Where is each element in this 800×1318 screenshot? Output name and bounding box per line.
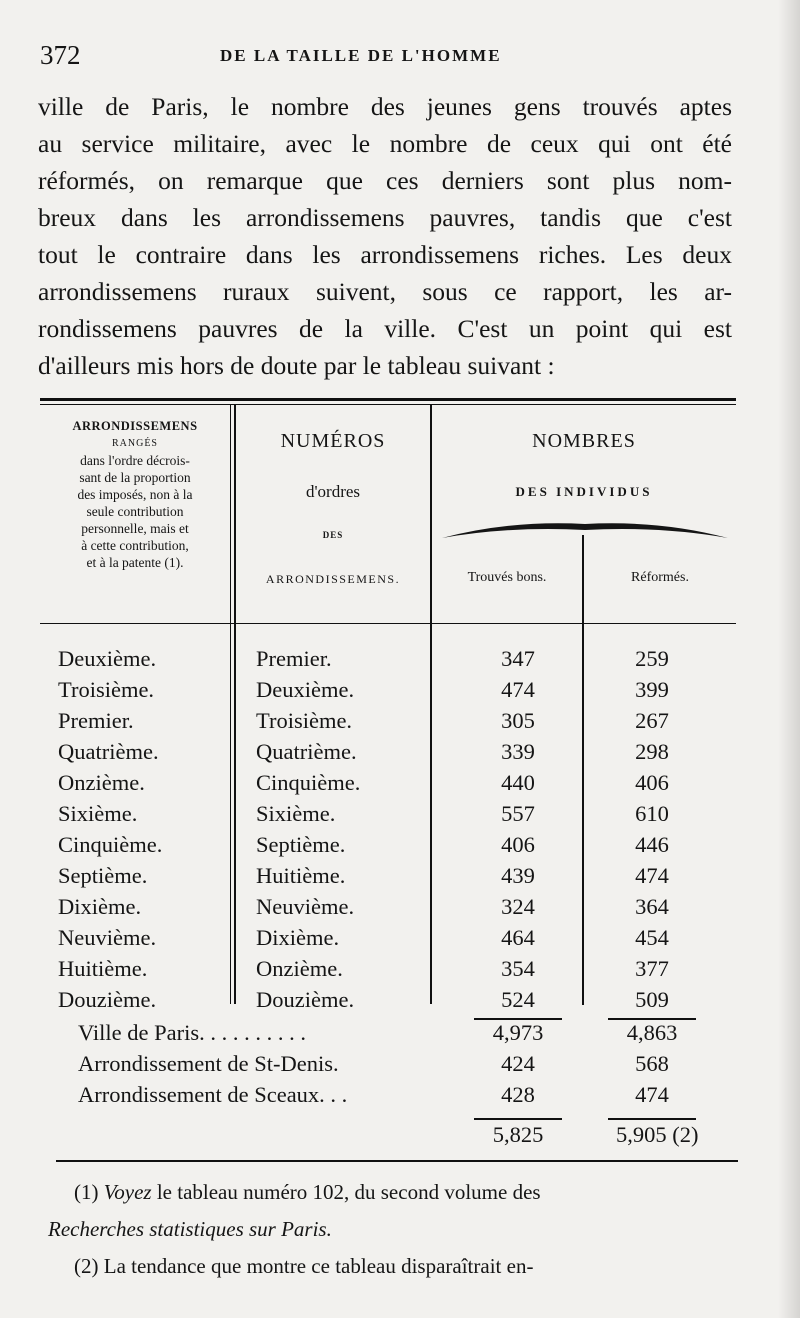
page-header <box>40 40 740 80</box>
cell-reformed: 364 <box>635 894 669 919</box>
sum-rule <box>474 1118 562 1120</box>
cell-reformed: 474 <box>635 863 669 888</box>
table-row <box>0 677 800 708</box>
cell-order: Douzième. <box>256 987 355 1012</box>
cell-found: 324 <box>501 894 535 919</box>
cell-reformed: 298 <box>635 739 669 764</box>
col-header-title: ARRONDISSEMENS <box>72 419 198 433</box>
table-top-rule <box>40 398 736 401</box>
col-header-sub: RANGÉS <box>111 438 158 449</box>
cell-found: 406 <box>501 832 535 857</box>
total-row <box>0 1020 800 1051</box>
cell-rank: Septième. <box>58 863 148 888</box>
table-top-rule-thin <box>40 404 736 405</box>
body-line: tout le contraire dans les arrondissemens riches. Les deux <box>38 240 732 269</box>
table-row <box>0 956 800 987</box>
cell-found: 524 <box>501 987 535 1012</box>
cell-rank: Sixième. <box>58 801 138 826</box>
body-line: d'ailleurs mis hors de doute par le tableau suivant : <box>38 351 555 380</box>
total-row <box>0 1082 800 1113</box>
col-header-individus: DES INDIVIDUS <box>515 484 653 499</box>
cell-found: 464 <box>501 925 535 950</box>
cell-found: 339 <box>501 739 535 764</box>
table-row <box>0 708 800 739</box>
cell-reformed: 454 <box>635 925 669 950</box>
footnote-rule <box>56 1160 738 1162</box>
col-header-arrondissemens: ARRONDISSEMENS. <box>265 572 401 586</box>
table-row <box>0 863 800 894</box>
table-row <box>0 832 800 863</box>
footnote-mark: (1) <box>74 1180 99 1204</box>
cell-reformed: 610 <box>635 801 669 826</box>
page-number: 372 <box>40 40 81 70</box>
col-header-ordres: d'ordres <box>305 482 361 501</box>
table-row <box>0 646 800 677</box>
cell-found: 347 <box>501 646 535 671</box>
footnote-text: le tableau numéro 102, du second volume des <box>151 1180 541 1204</box>
cell-order: Septième. <box>256 832 346 857</box>
cell-rank: Douzième. <box>58 987 157 1012</box>
subheader-reformes: Réformés. <box>631 570 689 585</box>
body-line: rondissemens pauvres de la ville. C'est un point qui est <box>38 314 732 343</box>
total-label: Ville de Paris. . . . . . . . . . <box>78 1020 306 1045</box>
cell-rank: Cinquième. <box>58 832 163 857</box>
grand-total-found: 5,825 <box>492 1122 544 1147</box>
body-line: arrondissemens ruraux suivent, sous ce rapport, les ar- <box>38 277 732 306</box>
cell-order: Quatrième. <box>256 739 357 764</box>
total-found: 4,973 <box>492 1020 544 1045</box>
cell-rank: Deuxième. <box>58 646 157 671</box>
col-header-nombres: NOMBRES <box>532 430 636 452</box>
col-header-line: personnelle, mais et <box>81 521 189 536</box>
grand-total-reformed: 5,905 (2) <box>616 1122 699 1147</box>
grand-total-row <box>0 1122 800 1153</box>
cell-found: 440 <box>501 770 535 795</box>
sum-rule <box>608 1118 696 1120</box>
table-row <box>0 987 800 1018</box>
total-reformed: 4,863 <box>626 1020 678 1045</box>
running-head: DE LA TAILLE DE L'HOMME <box>220 46 502 65</box>
cell-rank: Onzième. <box>58 770 145 795</box>
cell-order: Sixième. <box>256 801 336 826</box>
body-line: réformés, on remarque que ces derniers sont plus nom- <box>38 166 732 195</box>
total-reformed: 474 <box>635 1082 669 1107</box>
footnote-1 <box>48 1174 738 1211</box>
cell-order: Dixième. <box>256 925 340 950</box>
cell-order: Cinquième. <box>256 770 361 795</box>
col-header-des: DES <box>322 530 344 540</box>
col-header-line: sant de la proportion <box>79 470 191 485</box>
total-label: Arrondissement de St-Denis. <box>78 1051 339 1076</box>
cell-reformed: 399 <box>635 677 669 702</box>
cell-rank: Premier. <box>58 708 134 733</box>
cell-found: 439 <box>501 863 535 888</box>
col-header-line: à cette contribution, <box>81 538 189 553</box>
col-header-line: dans l'ordre décrois- <box>80 453 190 468</box>
cell-order: Huitième. <box>256 863 346 888</box>
cell-found: 305 <box>501 708 535 733</box>
footnote-italic: Voyez <box>103 1180 152 1204</box>
col-header-arrondissements <box>40 418 230 571</box>
table-row <box>0 801 800 832</box>
cell-reformed: 509 <box>635 987 669 1012</box>
cell-rank: Dixième. <box>58 894 142 919</box>
cell-rank: Huitième. <box>58 956 148 981</box>
cell-reformed: 259 <box>635 646 669 671</box>
total-row <box>0 1051 800 1082</box>
table-row <box>0 925 800 956</box>
table-row <box>0 770 800 801</box>
brace-ornament <box>440 516 730 540</box>
body-line: breux dans les arrondissemens pauvres, tandis que c'est <box>38 203 732 232</box>
cell-reformed: 377 <box>635 956 669 981</box>
body-line: ville de Paris, le nombre des jeunes gens trouvés aptes <box>38 92 732 121</box>
footnote-2: (2) La tendance que montre ce tableau disparaîtrait en- <box>74 1254 534 1278</box>
cell-reformed: 446 <box>635 832 669 857</box>
cell-reformed: 267 <box>635 708 669 733</box>
cell-order: Deuxième. <box>256 677 355 702</box>
cell-rank: Troisième. <box>58 677 155 702</box>
col-header-line: des imposés, non à la <box>77 487 193 502</box>
cell-found: 557 <box>501 801 535 826</box>
cell-order: Premier. <box>256 646 332 671</box>
col-header-line: seule contribution <box>86 504 184 519</box>
footnotes <box>48 1174 738 1285</box>
body-paragraph <box>38 88 732 384</box>
table-row <box>0 739 800 770</box>
footnote-1-continued: Recherches statistiques sur Paris. <box>48 1217 332 1241</box>
cell-reformed: 406 <box>635 770 669 795</box>
col-header-line: et à la patente (1). <box>86 555 184 570</box>
subheader-trouves-bons: Trouvés bons. <box>467 570 547 585</box>
total-reformed: 568 <box>635 1051 669 1076</box>
total-found: 428 <box>501 1082 535 1107</box>
cell-rank: Neuvième. <box>58 925 157 950</box>
cell-order: Neuvième. <box>256 894 355 919</box>
body-line: au service militaire, avec le nombre de ceux qui ont été <box>38 129 732 158</box>
total-found: 424 <box>501 1051 535 1076</box>
table-header-rule <box>40 623 736 624</box>
total-label: Arrondissement de Sceaux. . . <box>78 1082 348 1107</box>
cell-order: Troisième. <box>256 708 353 733</box>
cell-found: 474 <box>501 677 535 702</box>
table-row <box>0 894 800 925</box>
cell-order: Onzième. <box>256 956 343 981</box>
col-header-numeros: NUMÉROS <box>280 430 386 452</box>
cell-found: 354 <box>501 956 535 981</box>
cell-rank: Quatrième. <box>58 739 159 764</box>
